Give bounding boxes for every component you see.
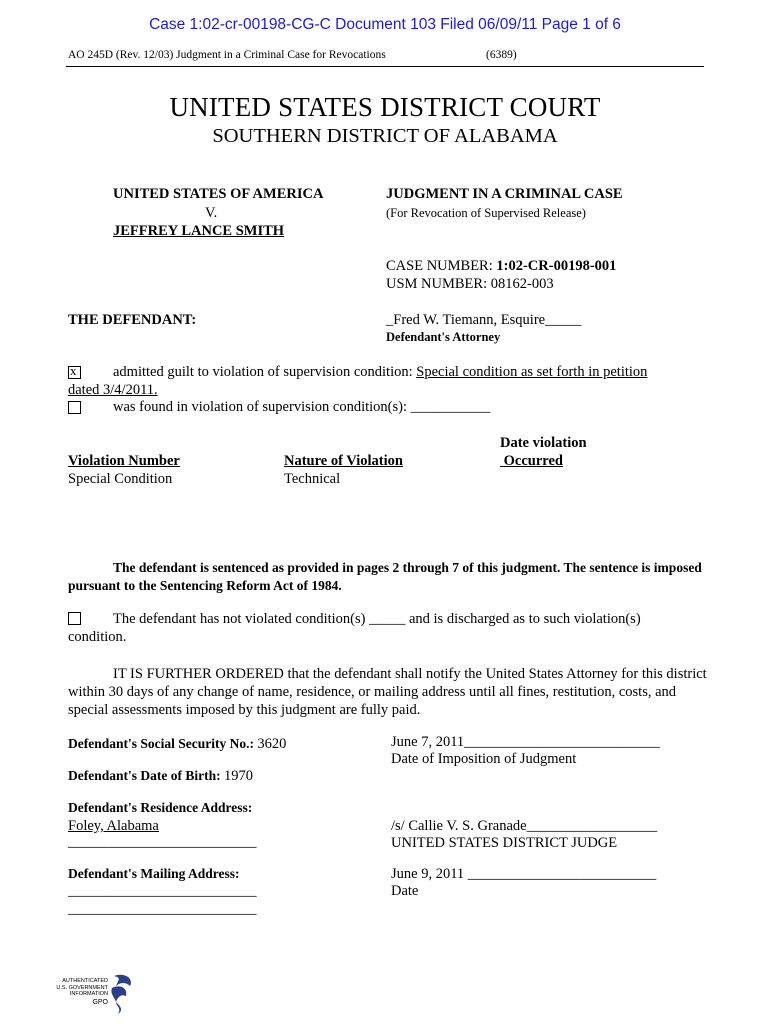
dob-value: 1970 (223, 768, 253, 784)
judge-signature: /s/ Callie V. S. Granade__________________ (391, 818, 658, 834)
residence-value: Foley, Alabama (68, 818, 159, 834)
form-identifier: AO 245D (Rev. 12/03) Judgment in a Criminal Case for Revocations (68, 49, 386, 61)
ssn-line (68, 736, 286, 753)
col-header-date-line1: Date violation (500, 435, 587, 451)
imposition-date: June 7, 2011___________________________ (391, 734, 660, 750)
signature-date: June 9, 2011 __________________________ (391, 866, 657, 882)
residence-label: Defendant's Residence Address: (68, 800, 253, 815)
usm-label: USM NUMBER: (386, 276, 488, 292)
court-district: SOUTHERN DISTRICT OF ALABAMA (212, 125, 558, 147)
mailing-label: Defendant's Mailing Address: (68, 866, 240, 881)
gpo-line-2: U.S. GOVERNMENT (56, 984, 108, 991)
not-violated-checkbox[interactable] (68, 612, 81, 625)
admitted-text: admitted guilt to violation of supervision condition: (113, 364, 413, 380)
header-rule (66, 66, 704, 67)
not-violated-text-cont: condition. (68, 629, 127, 645)
the-defendant-heading: THE DEFENDANT: (68, 312, 197, 328)
dob-line (68, 768, 253, 785)
not-violated-text: The defendant has not violated condition(s) _____ and is discharged as to such violation(s) (113, 611, 641, 627)
court-name: UNITED STATES DISTRICT COURT (169, 92, 601, 122)
defendant-name: JEFFREY LANCE SMITH (113, 223, 285, 239)
col-header-violation-number: Violation Number (68, 453, 180, 469)
gpo-line-1: AUTHENTICATED (62, 978, 108, 984)
attorney-label: Defendant's Attorney (386, 330, 501, 344)
case-number-line (386, 258, 616, 275)
judgment-title: JUDGMENT IN A CRIMINAL CASE (386, 186, 623, 202)
admitted-detail: Special condition as set forth in petition (416, 364, 648, 380)
admitted-checkbox[interactable] (68, 363, 81, 379)
found-in-violation-text: was found in violation of supervision condition(s): ___________ (113, 399, 491, 415)
violation-number-cell: Special Condition (68, 471, 173, 487)
judgment-subtitle: (For Revocation of Supervised Release) (386, 206, 586, 220)
signature-date-label: Date (391, 883, 419, 899)
ecf-header-stamp: Case 1:02-cr-00198-CG-C Document 103 Filed 06/09/11 Page 1 of 6 (149, 16, 621, 33)
further-ordered-paragraph: IT IS FURTHER ORDERED that the defendant shall notify the United States Attorney for this district within 30 days of any change of name, residence, or mailing address until all fines, restitution, costs, and special assessments imposed by this judgment are fully paid. (68, 666, 707, 718)
gpo-authenticated-logo (38, 972, 138, 1016)
gpo-line-3: INFORMATION (69, 991, 108, 997)
found-checkbox[interactable] (68, 401, 81, 414)
sentence-paragraph: The defendant is sentenced as provided in pages 2 through 7 of this judgment. The sentence is imposed pursuant to the Sentencing Reform Act of 1984. (68, 560, 702, 593)
imposition-label: Date of Imposition of Judgment (391, 751, 577, 767)
plaintiff-name: UNITED STATES OF AMERICA (113, 186, 324, 202)
dob-label: Defendant's Date of Birth: (68, 768, 221, 783)
mailing-blank-1: __________________________ (68, 883, 257, 899)
gpo-line-4: GPO (92, 998, 108, 1006)
form-number: (6389) (486, 49, 517, 61)
judge-title: UNITED STATES DISTRICT JUDGE (391, 835, 618, 851)
col-header-nature: Nature of Violation (284, 453, 403, 469)
checkbox-mark: x (70, 363, 77, 378)
gpo-eagle-logo-icon (106, 972, 136, 1016)
versus: V. (205, 205, 218, 221)
ssn-value: 3620 (257, 736, 287, 752)
usm-number: 08162-003 (490, 276, 554, 292)
col-header-date-line2 (500, 453, 563, 470)
residence-blank: __________________________ (68, 834, 257, 850)
mailing-blank-2: __________________________ (68, 901, 257, 917)
case-number: 1:02-CR-00198-001 (496, 258, 617, 274)
gpo-logo-text (52, 978, 108, 1007)
case-number-label: CASE NUMBER: (386, 258, 493, 274)
ssn-label: Defendant's Social Security No.: (68, 736, 254, 751)
admitted-detail-date: dated 3/4/2011. (68, 382, 158, 398)
violation-nature-cell: Technical (284, 471, 341, 487)
attorney-name: _Fred W. Tiemann, Esquire_____ (386, 312, 582, 328)
usm-number-line (386, 276, 554, 293)
admitted-line (113, 364, 647, 381)
col-header-date-occurred: Occurred (503, 453, 563, 469)
